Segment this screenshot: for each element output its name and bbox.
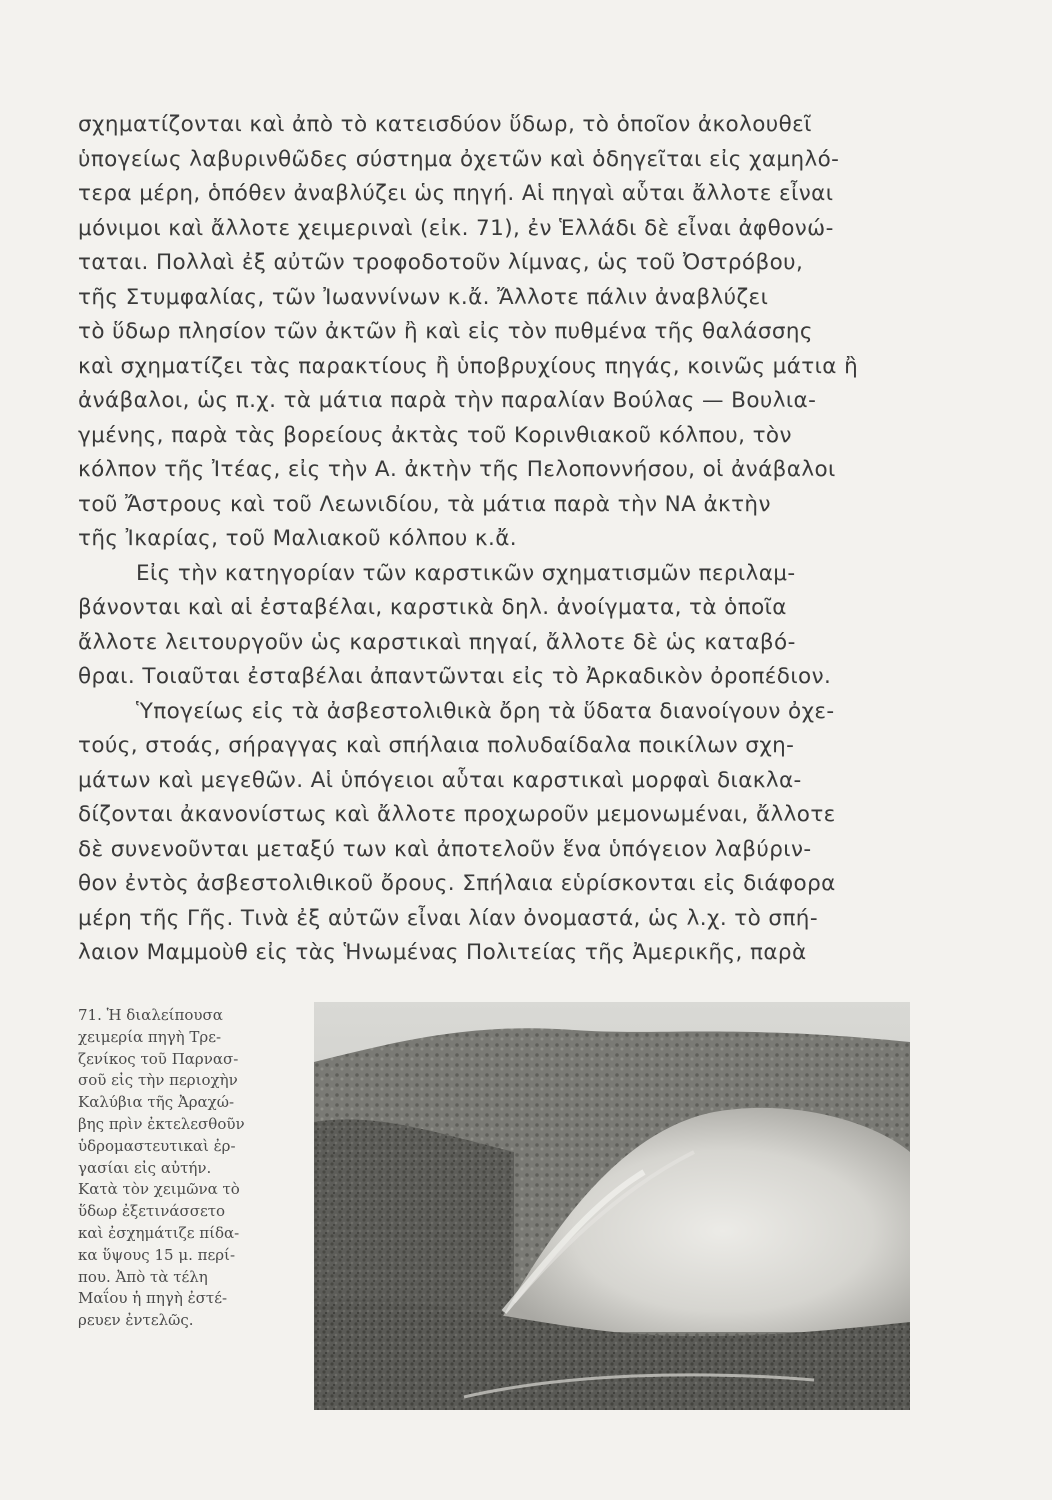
caption-line: που. Ἀπὸ τὰ τέλη	[78, 1267, 208, 1286]
paragraph-2	[78, 557, 908, 695]
text-line: μέρη τῆς Γῆς. Τινὰ ἐξ αὐτῶν εἶναι λίαν ὀνομαστά, ὡς λ.χ. τὸ σπή-	[78, 905, 818, 931]
figure-caption	[78, 1005, 283, 1332]
caption-line: Καλύβια τῆς Ἀραχώ-	[78, 1093, 235, 1112]
text-line: ὑπογείως λαβυρινθῶδες σύστημα ὀχετῶν καὶ ὁδηγεῖται εἰς χαμηλό-	[78, 146, 840, 172]
text-line: μάτων καὶ μεγεθῶν. Αἱ ὑπόγειοι αὗται καρστικαὶ μορφαὶ διακλα-	[78, 767, 802, 793]
text-line: ἀνάβαλοι, ὡς π.χ. τὰ μάτια παρὰ τὴν παραλίαν Βούλας — Βουλια-	[78, 388, 817, 413]
text-line: δίζονται ἀκανονίστως καὶ ἄλλοτε προχωροῦν μεμονωμέναι, ἄλλοτε	[78, 802, 836, 827]
caption-line: 71. Ἡ διαλείπουσα	[78, 1006, 223, 1024]
text-line: Ὑπογείως εἰς τὰ ἀσβεστολιθικὰ ὄρη τὰ ὕδατα διανοίγουν ὀχε-	[136, 698, 835, 724]
caption-line: ρευεν ἐντελῶς.	[78, 1311, 194, 1330]
caption-line: κα ὕψους 15 μ. περί-	[78, 1245, 236, 1264]
caption-line: βης πρὶν ἐκτελεσθοῦν	[78, 1114, 245, 1133]
text-line: σχηματίζονται καὶ ἀπὸ τὸ κατεισδύον ὕδωρ, τὸ ὁποῖον ἀκολουθεῖ	[78, 112, 812, 137]
text-line: τῆς Στυμφαλίας, τῶν Ἰωαννίνων κ.ἄ. Ἄλλοτε πάλιν ἀναβλύζει	[78, 284, 769, 310]
text-line: τοῦ Ἄστρους καὶ τοῦ Λεωνιδίου, τὰ μάτια παρὰ τὴν ΝΑ ἀκτὴν	[78, 491, 771, 517]
caption-line: χειμερία πηγὴ Τρε-	[78, 1027, 222, 1046]
caption-line: ὕδωρ ἐξετινάσσετο	[78, 1202, 226, 1221]
text-line: βάνονται καὶ αἱ ἐσταβέλαι, καρστικὰ δηλ. ἀνοίγματα, τὰ ὁποῖα	[78, 595, 787, 620]
caption-line: Μαΐου ἡ πηγὴ ἐστέ-	[78, 1289, 228, 1308]
spring-photograph	[314, 1002, 910, 1410]
text-line: τερα μέρη, ὁπόθεν ἀναβλύζει ὡς πηγή. Αἱ πηγαὶ αὗται ἄλλοτε εἶναι	[78, 181, 834, 206]
text-line: τούς, στοάς, σήραγγας καὶ σπήλαια πολυδαίδαλα ποικίλων σχη-	[78, 733, 795, 758]
caption-line: γασίαι εἰς αὐτήν.	[78, 1158, 212, 1177]
caption-line: Κατὰ τὸν χειμῶνα τὸ	[78, 1180, 240, 1199]
text-line: μόνιμοι καὶ ἄλλοτε χειμεριναὶ (εἰκ. 71), ἐν Ἑλλάδι δὲ εἶναι ἀφθονώ-	[78, 215, 834, 241]
text-line: ἄλλοτε λειτουργοῦν ὡς καρστικαὶ πηγαί, ἄλλοτε δὲ ὡς καταβό-	[78, 629, 796, 655]
caption-line: ζενίκος τοῦ Παρνασ-	[78, 1049, 239, 1068]
text-line: θραι. Τοιαῦται ἐσταβέλαι ἀπαντῶνται εἰς τὸ Ἀρκαδικὸν ὀροπέδιον.	[78, 664, 832, 689]
text-line: Εἰς τὴν κατηγορίαν τῶν καρστικῶν σχηματισμῶν περιλαμ-	[136, 560, 796, 586]
text-line: κόλπον τῆς Ἰτέας, εἰς τὴν Α. ἀκτὴν τῆς Πελοποννήσου, οἱ ἀνάβαλοι	[78, 457, 836, 482]
text-line: γμένης, παρὰ τὰς βορείους ἀκτὰς τοῦ Κορινθιακοῦ κόλπου, τὸν	[78, 422, 792, 448]
text-line: δὲ συνενοῦνται μεταξύ των καὶ ἀποτελοῦν ἕνα ὑπόγειον λαβύριν-	[78, 836, 812, 862]
text-line: τῆς Ἰκαρίας, τοῦ Μαλιακοῦ κόλπου κ.ἄ.	[78, 526, 518, 551]
paragraph-1	[78, 108, 908, 557]
caption-line: σοῦ εἰς τὴν περιοχὴν	[78, 1071, 238, 1090]
text-line: τὸ ὕδωρ πλησίον τῶν ἀκτῶν ἢ καὶ εἰς τὸν πυθμένα τῆς θαλάσσης	[78, 319, 813, 344]
caption-line: ὑδρομαστευτικαὶ ἐρ-	[78, 1136, 236, 1155]
text-line: καὶ σχηματίζει τὰς παρακτίους ἢ ὑποβρυχίους πηγάς, κοινῶς μάτια ἢ	[78, 353, 859, 379]
body-text	[78, 108, 908, 971]
text-line: λαιον Μαμμοὺθ εἰς τὰς Ἡνωμένας Πολιτείας τῆς Ἀμερικῆς, παρὰ	[78, 940, 807, 965]
text-line: ταται. Πολλαὶ ἐξ αὐτῶν τροφοδοτοῦν λίμνας, ὡς τοῦ Ὀστρόβου,	[78, 250, 804, 275]
text-line: θον ἐντὸς ἀσβεστολιθικοῦ ὄρους. Σπήλαια εὑρίσκονται εἰς διάφορα	[78, 871, 836, 896]
caption-line: καὶ ἐσχημάτιζε πίδα-	[78, 1223, 240, 1242]
paragraph-3	[78, 695, 908, 971]
